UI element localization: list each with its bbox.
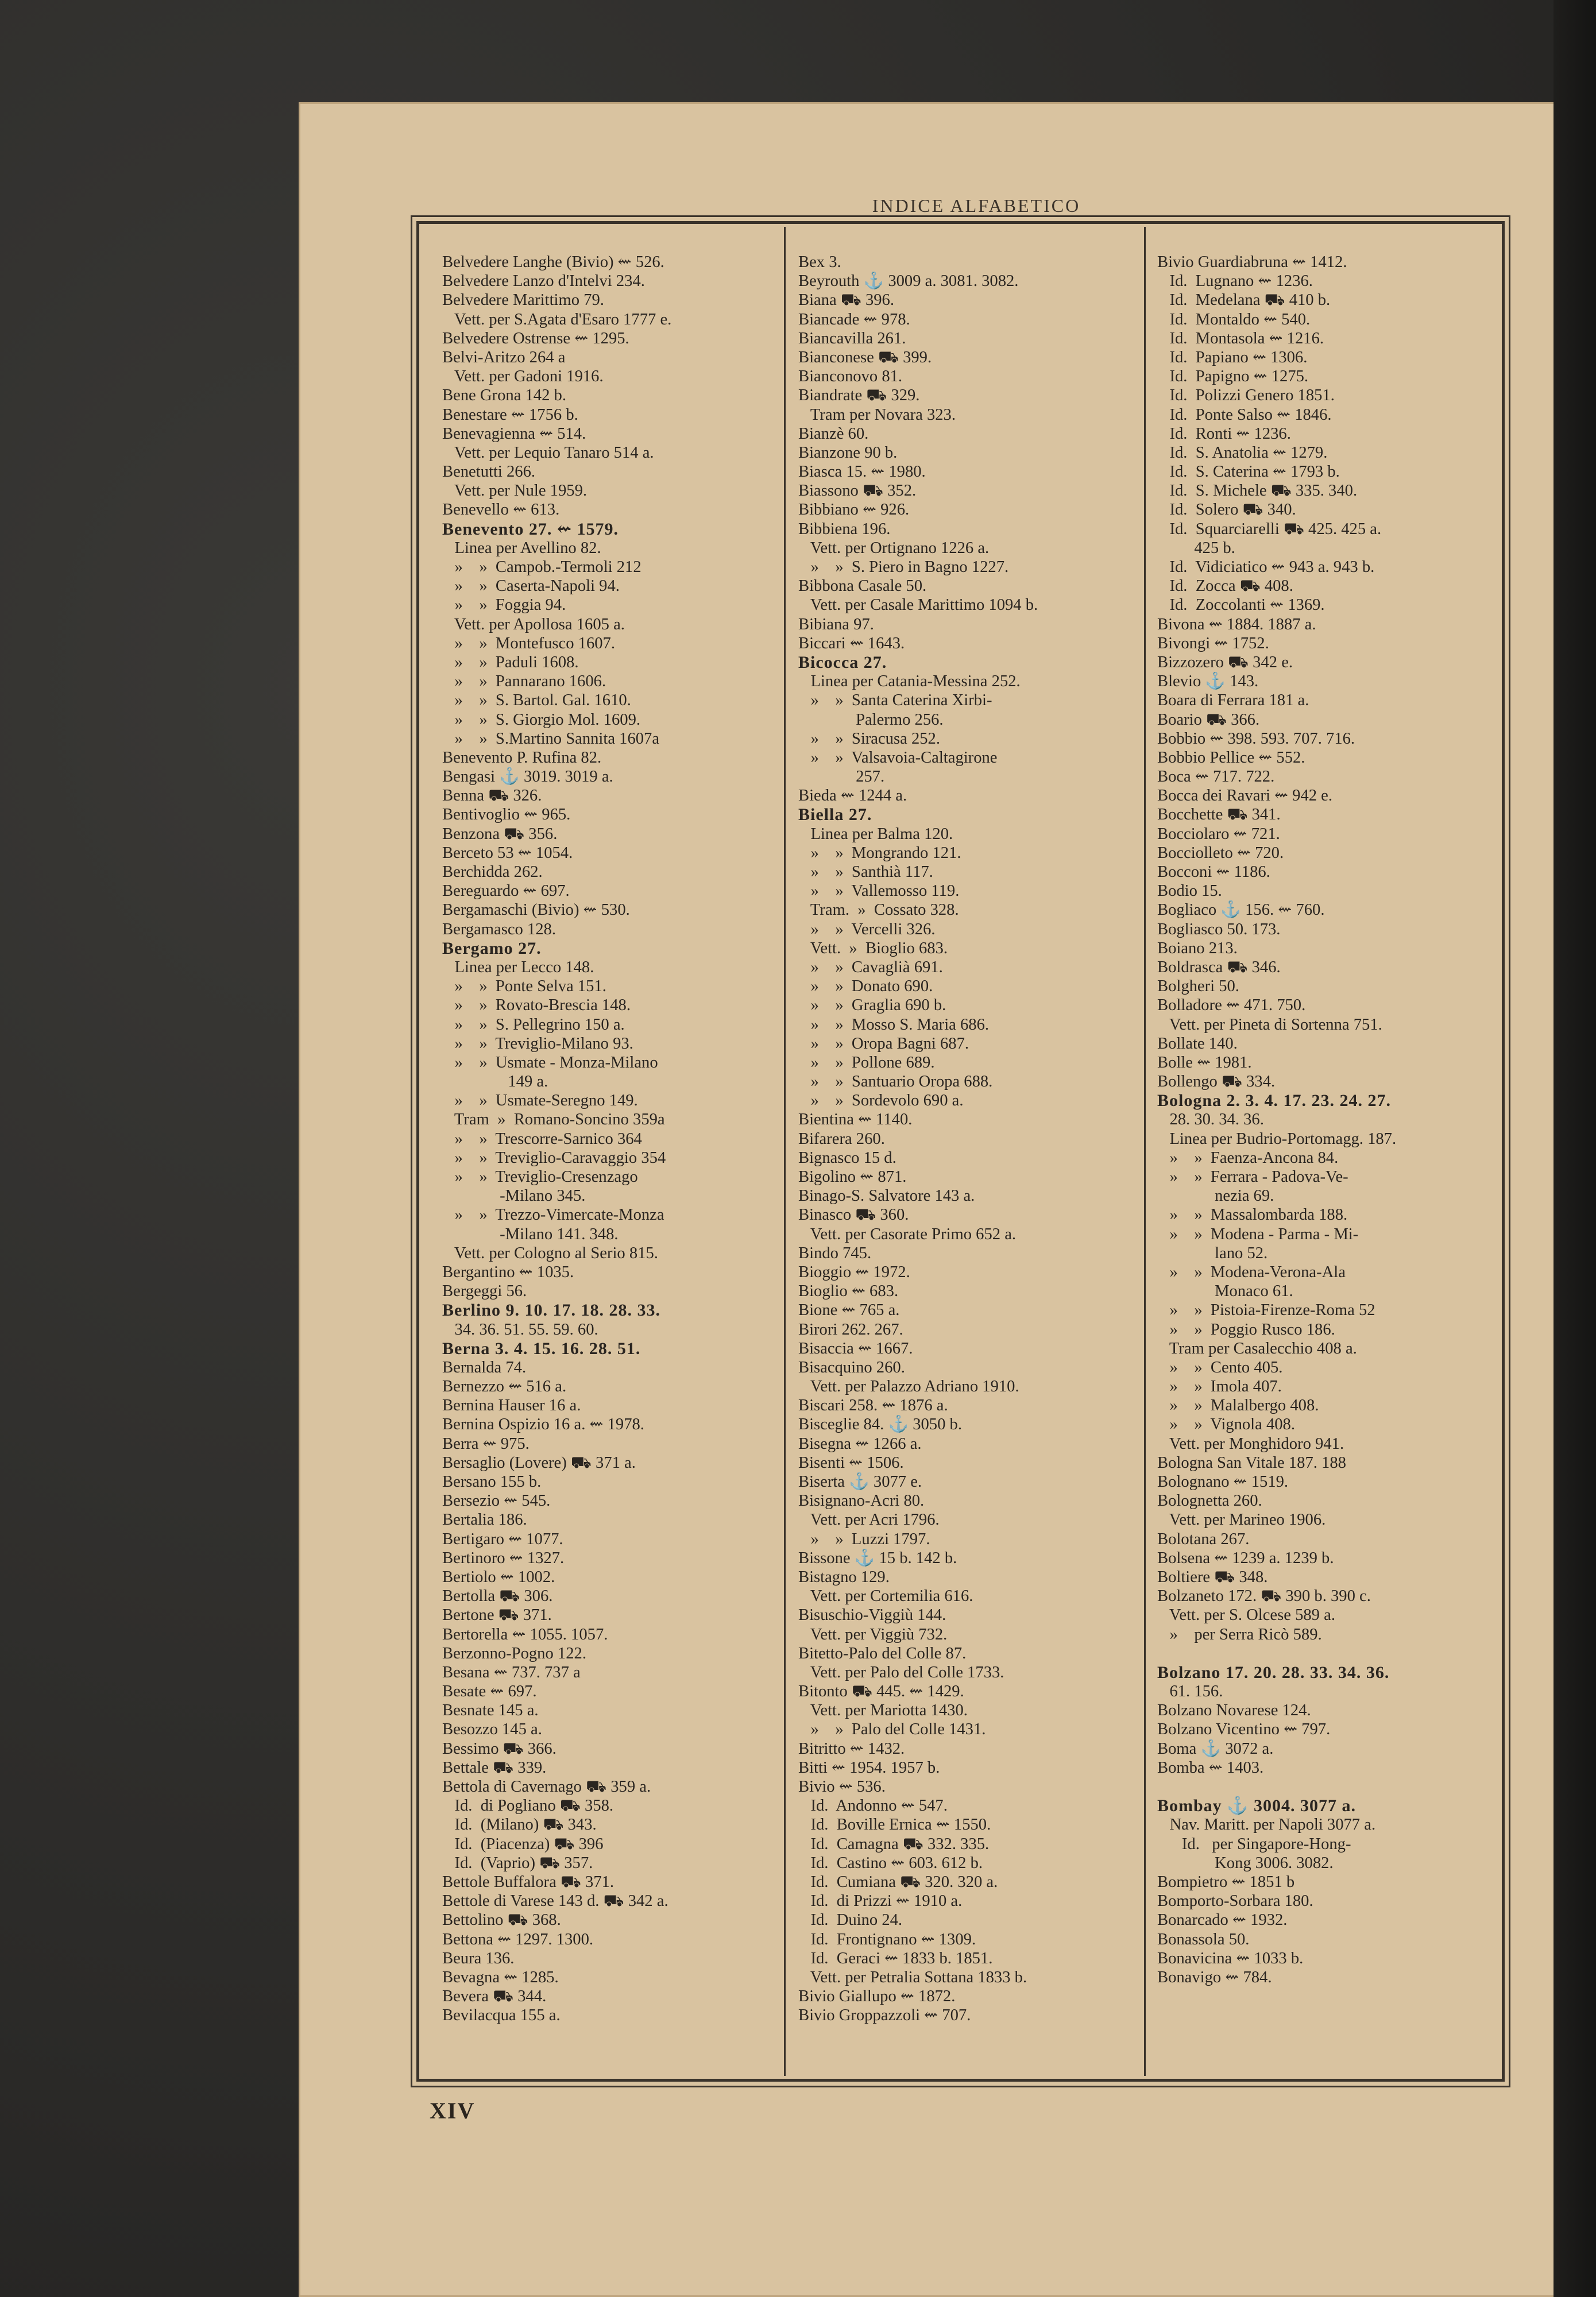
page-edge-shadow [1554,0,1596,2297]
index-entry: Bivio ⇜ 536. [798,1778,886,1796]
index-entry: Id. Papigno ⇜ 1275. [1157,368,1309,386]
index-entry: Bibbiena 196. [798,520,891,538]
index-entry: Id. Papiano ⇜ 1306. [1157,348,1308,366]
index-entry: Bivongi ⇜ 1752. [1157,634,1269,652]
index-entry: Vett. per Mariotta 1430. [798,1702,968,1720]
index-column-3 [1157,253,1496,1987]
index-entry: Linea per Budrio-Portomagg. 187. [1157,1130,1397,1148]
index-entry: Boltiere ⛟ 348. [1157,1568,1268,1586]
index-entry: Linea per Catania-Messina 252. [798,672,1021,691]
index-entry: Benzona ⛟ 356. [442,825,558,843]
index-entry: Bentivoglio ⇜ 965. [442,806,571,824]
index-entry: Bomporto-Sorbara 180. [1157,1892,1313,1911]
index-entry: Binago-S. Salvatore 143 a. [798,1187,975,1205]
index-entry: Bernina Hauser 16 a. [442,1397,581,1415]
index-entry: Vett. per Casorate Primo 652 a. [798,1225,1017,1243]
index-entry: » » Santhià 117. [798,863,933,881]
index-entry: Benna ⛟ 326. [442,787,542,805]
index-entry: Bianzone 90 b. [798,443,898,462]
index-entry: Id. S. Michele ⛟ 335. 340. [1157,482,1358,500]
index-entry: » » Donato 690. [798,977,933,996]
index-entry: » » S.Martino Sannita 1607a [442,729,660,748]
index-entry: Id. (Vaprio) ⛟ 357. [442,1854,593,1872]
index-entry: Id. (Piacenza) ⛟ 396 [442,1835,604,1853]
index-entry: Bologna San Vitale 187. 188 [1157,1453,1346,1472]
index-entry: Bolognetta 260. [1157,1492,1262,1510]
index-entry: Bibbona Casale 50. [798,577,927,595]
index-entry: Nav. Maritt. per Napoli 3077 a. [1157,1816,1376,1834]
index-entry: Bettole di Varese 143 d. ⛟ 342 a. [442,1892,668,1911]
index-entry: » » Vignola 408. [1157,1416,1296,1434]
index-entry: Bieda ⇜ 1244 a. [798,787,907,805]
index-entry: » » S. Bartol. Gal. 1610. [442,691,631,710]
index-entry: » » Cavaglià 691. [798,958,943,976]
index-entry: Bolle ⇜ 1981. [1157,1053,1252,1072]
index-entry: Belvedere Ostrense ⇜ 1295. [442,329,629,347]
page-number: XIV [430,2098,476,2124]
index-entry: Benevento P. Rufina 82. [442,748,602,767]
index-entry: » » Pollone 689. [798,1053,935,1072]
index-entry: Linea per Avellino 82. [442,539,601,557]
index-entry: Bizzozero ⛟ 342 e. [1157,653,1293,671]
index-entry: Id. di Prizzi ⇜ 1910 a. [798,1892,963,1911]
index-entry: Vett. per Cortemilia 616. [798,1587,973,1606]
index-entry: » per Serra Ricò 589. [1157,1625,1322,1644]
index-entry: » » Imola 407. [1157,1378,1282,1396]
index-entry: Bonavigo ⇜ 784. [1157,1968,1272,1986]
index-entry: Bernezzo ⇜ 516 a. [442,1378,567,1396]
index-entry: Bolladore ⇜ 471. 750. [1157,996,1306,1015]
index-entry: Bibiana 97. [798,615,874,633]
index-entry: Bisceglie 84. ⚓ 3050 b. [798,1416,962,1434]
index-entry: Bisignano-Acri 80. [798,1492,925,1510]
index-entry: Bex 3. [798,253,841,271]
index-entry: Bitonto ⛟ 445. ⇜ 1429. [798,1683,964,1701]
index-entry: Id. Polizzi Genero 1851. [1157,386,1335,405]
index-entry: Bocca dei Ravari ⇜ 942 e. [1157,787,1333,805]
index-entry: » » Siracusa 252. [798,729,940,748]
index-entry: Bisaccia ⇜ 1667. [798,1339,913,1358]
index-entry: Bitti ⇜ 1954. 1957 b. [798,1758,940,1777]
index-entry: Bianconovo 81. [798,368,903,386]
index-entry: » » Paduli 1608. [442,653,579,671]
index-heading-entry: Bologna 2. 3. 4. 17. 23. 24. 27. [1157,1091,1392,1111]
index-entry: Palermo 256. [798,710,944,729]
index-entry: Vett. per Apollosa 1605 a. [442,615,625,633]
index-entry: Bientina ⇜ 1140. [798,1111,913,1129]
index-entry: -Milano 345. [442,1187,586,1205]
index-entry: Bivio Groppazzoli ⇜ 707. [798,2006,971,2025]
index-entry: Bergantino ⇜ 1035. [442,1263,574,1281]
index-entry: Boario ⛟ 366. [1157,710,1260,729]
index-entry: Bevera ⛟ 344. [442,1987,547,2006]
index-entry: Vett. per Petralia Sottana 1833 b. [798,1968,1027,1986]
index-entry: Bersaglio (Lovere) ⛟ 371 a. [442,1453,636,1472]
index-entry: » » Valsavoia-Caltagirone [798,748,998,767]
index-entry: Bobbio ⇜ 398. 593. 707. 716. [1157,729,1355,748]
index-entry: » » Treviglio-Cresenzago [442,1168,638,1186]
index-entry: Belvedere Langhe (Bivio) ⇜ 526. [442,253,664,271]
index-entry: Bissone ⚓ 15 b. 142 b. [798,1549,957,1567]
index-entry: Bertalia 186. [442,1511,527,1529]
index-entry: Bettola di Cavernago ⛟ 359 a. [442,1778,651,1796]
index-entry: » » Modena - Parma - Mi- [1157,1225,1359,1243]
index-entry: Biancavilla 261. [798,329,906,347]
index-entry: » » Trezzo-Vimercate-Monza [442,1206,664,1224]
index-entry: Berra ⇜ 975. [442,1434,530,1453]
index-entry: Id. Montaldo ⇜ 540. [1157,310,1311,328]
index-entry: » » Treviglio-Caravaggio 354 [442,1148,666,1167]
index-entry: Tram » Romano-Soncino 359a [442,1111,665,1129]
index-entry: Bertolla ⛟ 306. [442,1587,553,1606]
index-entry: Boca ⇜ 717. 722. [1157,768,1275,786]
index-entry: » » Massalombarda 188. [1157,1206,1348,1224]
index-entry: Belvedere Marittimo 79. [442,291,604,310]
index-entry: Biserta ⚓ 3077 e. [798,1473,922,1491]
index-entry: Id. Montasola ⇜ 1216. [1157,329,1324,347]
index-entry: Bertiolo ⇜ 1002. [442,1568,555,1586]
index-entry: Besate ⇜ 697. [442,1683,537,1701]
index-entry: » » Vallemosso 119. [798,882,960,900]
index-entry: Bollengo ⛟ 334. [1157,1073,1276,1091]
index-entry: » » Foggia 94. [442,596,566,614]
index-entry: Bersezio ⇜ 545. [442,1492,551,1510]
index-entry: » » S. Pellegrino 150 a. [442,1015,625,1034]
index-entry: Bisegna ⇜ 1266 a. [798,1434,922,1453]
index-entry: 61. 156. [1157,1683,1223,1701]
index-entry: Id. Boville Ernica ⇜ 1550. [798,1816,991,1834]
index-entry: Bivio Guardiabruna ⇜ 1412. [1157,253,1347,271]
index-entry: Bernalda 74. [442,1358,527,1376]
index-entry: » » Malalbergo 408. [1157,1397,1319,1415]
index-entry: Bioggio ⇜ 1972. [798,1263,910,1281]
index-entry: Bianzè 60. [798,424,869,443]
index-entry: Bolzano Novarese 124. [1157,1702,1311,1720]
index-entry: Biscari 258. ⇜ 1876 a. [798,1397,948,1415]
index-entry: Bitritto ⇜ 1432. [798,1739,905,1758]
index-heading-entry: Berna 3. 4. 15. 16. 28. 51. [442,1339,641,1358]
index-entry: Id. Zoccolanti ⇜ 1369. [1157,596,1325,614]
index-entry: Id. Ponte Salso ⇜ 1846. [1157,405,1332,424]
index-entry: Bione ⇜ 765 a. [798,1301,900,1320]
index-entry: » » Usmate-Seregno 149. [442,1092,638,1110]
index-entry: » » Montefusco 1607. [442,634,616,652]
index-entry: Bocciolaro ⇜ 721. [1157,825,1280,843]
index-entry: Id. Medelana ⛟ 410 b. [1157,291,1331,310]
index-entry: Id. per Singapore-Hong- [1157,1835,1351,1853]
index-entry: Bisacquino 260. [798,1358,905,1376]
index-heading-entry: Berlino 9. 10. 17. 18. 28. 33. [442,1301,660,1320]
index-entry: Besana ⇜ 737. 737 a [442,1663,581,1681]
index-entry: Id. Duino 24. [798,1911,903,1929]
index-entry: Bisuschio-Viggiù 144. [798,1606,946,1625]
index-entry: » » Pistoia-Firenze-Roma 52 [1157,1301,1375,1320]
index-entry: 28. 30. 34. 36. [1157,1111,1264,1129]
index-entry: Bengasi ⚓ 3019. 3019 a. [442,768,613,786]
index-entry: Id. Camagna ⛟ 332. 335. [798,1835,990,1853]
index-entry: Bodio 15. [1157,882,1222,900]
running-title: INDICE ALFABETICO [872,195,1081,216]
index-entry: » » Campob.-Termoli 212 [442,558,642,576]
index-entry: Bobbio Pellice ⇜ 552. [1157,748,1305,767]
index-entry: Besnate 145 a. [442,1702,539,1720]
index-entry: Id. Andonno ⇜ 547. [798,1797,948,1815]
index-heading-entry: Biella 27. [798,805,872,825]
index-entry: Biana ⛟ 396. [798,291,895,310]
index-entry: Bivio Giallupo ⇜ 1872. [798,1987,956,2006]
index-entry: Bivona ⇜ 1884. 1887 a. [1157,615,1316,633]
index-entry: Benetutti 266. [442,463,536,481]
index-entry: Bistagno 129. [798,1568,890,1586]
index-entry: » » Mongrando 121. [798,844,961,862]
index-entry: Besozzo 145 a. [442,1720,542,1739]
index-entry: Bernina Ospizio 16 a. ⇜ 1978. [442,1416,644,1434]
index-entry: Biasca 15. ⇜ 1980. [798,463,926,481]
index-entry: Id. Zocca ⛟ 408. [1157,577,1293,595]
index-entry: Bocconi ⇜ 1186. [1157,863,1270,881]
index-heading-entry: Bicocca 27. [798,652,887,672]
index-entry: Id. S. Caterina ⇜ 1793 b. [1157,463,1340,481]
index-entry: » » Faenza-Ancona 84. [1157,1148,1339,1167]
index-entry: Bersano 155 b. [442,1473,542,1491]
index-entry: Id. Ronti ⇜ 1236. [1157,424,1291,443]
index-entry: Kong 3006. 3082. [1157,1854,1334,1872]
index-entry: Vett. per S.Agata d'Esaro 1777 e. [442,310,672,328]
index-entry: Monaco 61. [1157,1282,1293,1301]
index-entry: Bertigaro ⇜ 1077. [442,1530,563,1548]
index-entry: Id. Castino ⇜ 603. 612 b. [798,1854,983,1872]
index-entry: » » Sordevolo 690 a. [798,1092,964,1110]
index-entry: Vett. » Bioglio 683. [798,939,948,957]
column-divider [1144,227,1146,2076]
index-entry: Bertone ⛟ 371. [442,1606,552,1625]
index-entry: Bonarcado ⇜ 1932. [1157,1911,1288,1929]
index-entry: Bogliasco 50. 173. [1157,920,1281,938]
index-entry: Id. (Milano) ⛟ 343. [442,1816,597,1834]
index-entry: Bessimo ⛟ 366. [442,1739,557,1758]
index-entry: Bindo 745. [798,1244,872,1262]
index-column-1 [442,253,787,2025]
index-entry: Bettale ⛟ 339. [442,1758,547,1777]
index-entry [1157,1644,1496,1663]
index-column-2 [798,253,1143,2025]
index-entry: Vett. per Lequio Tanaro 514 a. [442,443,654,462]
index-entry: Bolotana 267. [1157,1530,1250,1548]
index-entry: Bolognano ⇜ 1519. [1157,1473,1289,1491]
index-entry: » » Santa Caterina Xirbi- [798,691,992,710]
index-entry: Bifarera 260. [798,1130,885,1148]
index-entry: Bevilacqua 155 a. [442,2006,561,2025]
index-entry [1157,1777,1496,1796]
index-entry: » » Caserta-Napoli 94. [442,577,620,595]
index-entry: Bisenti ⇜ 1506. [798,1453,904,1472]
index-entry: Vett. per Nule 1959. [442,482,588,500]
index-entry: nezia 69. [1157,1187,1274,1205]
index-entry: Bianconese ⛟ 399. [798,348,932,366]
index-entry: Id. Cumiana ⛟ 320. 320 a. [798,1873,998,1891]
index-entry: Bibbiano ⇜ 926. [798,501,910,519]
index-entry: Bogliaco ⚓ 156. ⇜ 760. [1157,901,1325,919]
index-heading-entry: Bombay ⚓ 3004. 3077 a. [1157,1796,1357,1816]
index-entry: Tram per Novara 323. [798,405,956,424]
index-heading-entry: Bolzano 17. 20. 28. 33. 34. 36. [1157,1662,1390,1682]
index-entry: Vett. per S. Olcese 589 a. [1157,1606,1335,1625]
index-entry: Bioglio ⇜ 683. [798,1282,899,1301]
index-entry: 34. 36. 51. 55. 59. 60. [442,1320,598,1339]
index-entry: 149 a. [442,1073,548,1091]
index-entry: Belvi-Aritzo 264 a [442,348,566,366]
index-entry: Boma ⚓ 3072 a. [1157,1739,1274,1758]
index-entry: Linea per Lecco 148. [442,958,594,976]
index-entry: » » Cento 405. [1157,1358,1283,1376]
index-entry: 257. [798,768,885,786]
index-entry: » » Mosso S. Maria 686. [798,1015,990,1034]
index-entry: Biassono ⛟ 352. [798,482,917,500]
index-entry: Bigolino ⇜ 871. [798,1168,907,1186]
index-entry: Berceto 53 ⇜ 1054. [442,844,573,862]
index-heading-entry: Bergamo 27. [442,938,542,958]
index-entry: Benevello ⇜ 613. [442,501,560,519]
index-entry: Bonassola 50. [1157,1930,1250,1948]
index-entry: Blevio ⚓ 143. [1157,672,1259,691]
index-entry: Bertorella ⇜ 1055. 1057. [442,1625,608,1644]
index-entry: » » Poggio Rusco 186. [1157,1320,1335,1339]
index-entry: » » Ponte Selva 151. [442,977,606,996]
index-entry: Bitetto-Palo del Colle 87. [798,1644,967,1662]
index-entry: » » Palo del Colle 1431. [798,1720,986,1739]
index-entry: Birori 262. 267. [798,1320,903,1339]
index-entry: Bonavicina ⇜ 1033 b. [1157,1949,1304,1967]
index-entry: Id. Vidiciatico ⇜ 943 a. 943 b. [1157,558,1375,576]
index-entry: » » Ferrara - Padova-Ve- [1157,1168,1348,1186]
index-entry: Bettole Buffalora ⛟ 371. [442,1873,615,1891]
index-entry: Bolsena ⇜ 1239 a. 1239 b. [1157,1549,1334,1567]
index-entry: Id. Squarciarelli ⛟ 425. 425 a. [1157,520,1382,538]
index-entry: Vett. per Palo del Colle 1733. [798,1663,1004,1681]
index-entry: Biandrate ⛟ 329. [798,386,920,405]
index-entry: Bignasco 15 d. [798,1148,896,1167]
index-entry: Linea per Balma 120. [798,825,953,843]
index-entry: Biccari ⇜ 1643. [798,634,905,652]
index-entry: Bertinoro ⇜ 1327. [442,1549,565,1567]
index-entry: -Milano 141. 348. [442,1225,619,1243]
index-entry: Tram. » Cossato 328. [798,901,959,919]
index-entry: Bocciolleto ⇜ 720. [1157,844,1284,862]
index-entry: Boara di Ferrara 181 a. [1157,691,1309,710]
index-entry: » » Graglia 690 b. [798,996,946,1015]
index-entry: Boiano 213. [1157,939,1238,957]
index-entry: Id. Lugnano ⇜ 1236. [1157,272,1313,291]
index-entry: » » Luzzi 1797. [798,1530,930,1548]
index-entry: » » Treviglio-Milano 93. [442,1034,633,1053]
index-entry: Biancade ⇜ 978. [798,310,910,328]
index-entry: » » Oropa Bagni 687. [798,1034,969,1053]
index-entry: Bereguardo ⇜ 697. [442,882,570,900]
index-entry: Vett. per Casale Marittimo 1094 b. [798,596,1038,614]
index-entry: Bollate 140. [1157,1034,1238,1053]
index-entry: Bompietro ⇜ 1851 b [1157,1873,1295,1891]
index-entry: Benevagienna ⇜ 514. [442,424,586,443]
index-entry: » » Modena-Verona-Ala [1157,1263,1346,1281]
index-entry: » » Trescorre-Sarnico 364 [442,1130,642,1148]
index-entry: Bomba ⇜ 1403. [1157,1758,1264,1777]
index-entry: Beyrouth ⚓ 3009 a. 3081. 3082. [798,272,1019,291]
index-entry: » » S. Piero in Bagno 1227. [798,558,1009,576]
index-entry: Id. Solero ⛟ 340. [1157,501,1296,519]
index-entry: Benestare ⇜ 1756 b. [442,405,578,424]
index-entry: » » Pannarano 1606. [442,672,606,691]
index-entry: Vett. per Viggiù 732. [798,1625,948,1644]
index-entry: Binasco ⛟ 360. [798,1206,909,1224]
index-entry: Vett. per Marineo 1906. [1157,1511,1326,1529]
index-entry: Vett. per Cologno al Serio 815. [442,1244,658,1262]
index-entry: » » Santuario Oropa 688. [798,1073,993,1091]
index-entry: Vett. per Gadoni 1916. [442,368,604,386]
index-entry: Bettona ⇜ 1297. 1300. [442,1930,594,1948]
index-entry: lano 52. [1157,1244,1268,1262]
index-entry: » » S. Giorgio Mol. 1609. [442,710,641,729]
index-entry: Bolzano Vicentino ⇜ 797. [1157,1720,1331,1739]
index-entry: Bocchette ⛟ 341. [1157,806,1281,824]
index-entry: Bergamasco 128. [442,920,556,938]
index-entry: Id. Frontignano ⇜ 1309. [798,1930,976,1948]
index-entry: Vett. per Palazzo Adriano 1910. [798,1378,1019,1396]
index-entry: Bergamaschi (Bivio) ⇜ 530. [442,901,630,919]
index-entry: Id. Geraci ⇜ 1833 b. 1851. [798,1949,993,1967]
index-entry: Bene Grona 142 b. [442,386,566,405]
index-entry: Berchidda 262. [442,863,543,881]
index-entry: Boldrasca ⛟ 346. [1157,958,1281,976]
index-entry: Vett. per Monghidoro 941. [1157,1434,1344,1453]
index-entry: » » Rovato-Brescia 148. [442,996,631,1015]
index-entry: Bolgheri 50. [1157,977,1239,996]
index-entry: Id. di Pogliano ⛟ 358. [442,1797,614,1815]
index-entry: Belvedere Lanzo d'Intelvi 234. [442,272,645,291]
index-entry: Bergeggi 56. [442,1282,527,1301]
index-entry: Tram per Casalecchio 408 a. [1157,1339,1357,1358]
index-entry: 425 b. [1157,539,1235,557]
index-heading-entry: Benevento 27. ⇜ 1579. [442,519,619,539]
index-entry: Id. S. Anatolia ⇜ 1279. [1157,443,1328,462]
index-entry: Beura 136. [442,1949,515,1967]
index-entry: Bolzaneto 172. ⛟ 390 b. 390 c. [1157,1587,1371,1606]
index-entry: Vett. per Pineta di Sortenna 751. [1157,1015,1382,1034]
index-entry: Bevagna ⇜ 1285. [442,1968,559,1986]
index-entry: Bettolino ⛟ 368. [442,1911,561,1929]
index-entry: » » Vercelli 326. [798,920,936,938]
index-entry: Vett. per Acri 1796. [798,1511,940,1529]
index-entry: » » Usmate - Monza-Milano [442,1053,658,1072]
index-entry: Vett. per Ortignano 1226 a. [798,539,990,557]
index-entry: Berzonno-Pogno 122. [442,1644,586,1662]
